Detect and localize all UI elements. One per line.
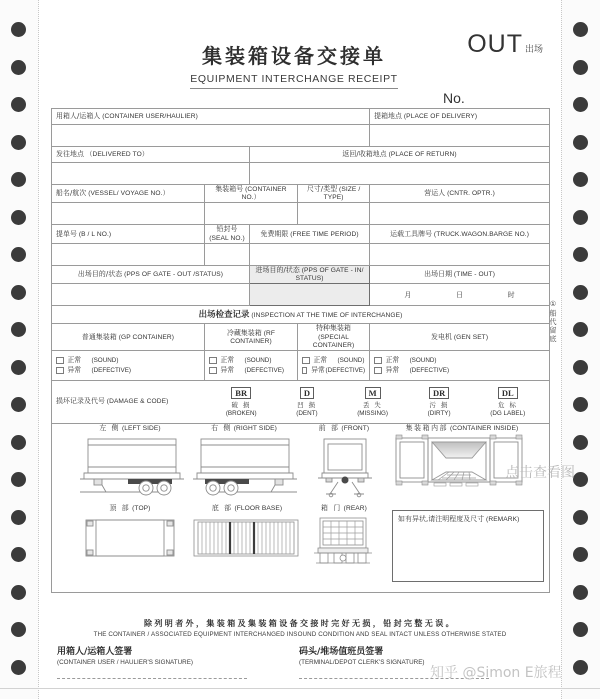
diagram-rear[interactable] xyxy=(312,514,374,572)
special-defective-cn: 异常 xyxy=(311,366,325,375)
time-out-hour: 时 xyxy=(507,290,515,299)
vessel-voyage-en: (VESSEL/ VOYAGE NO.） xyxy=(88,190,170,198)
feed-hole xyxy=(573,360,588,375)
damage-code-dr-box: DR xyxy=(429,387,449,399)
special-sound-en: (SOUND) xyxy=(337,356,365,364)
diagram-caption-container-inside xyxy=(392,424,532,433)
diagram-front[interactable] xyxy=(314,436,376,498)
place-of-delivery-en: (PLACE OF DELIVERY) xyxy=(403,112,478,120)
feed-hole xyxy=(11,585,26,600)
feed-hole xyxy=(573,510,588,525)
damage-code-m xyxy=(357,387,388,418)
container-user-en: (CONTAINER USER/HAULIER) xyxy=(102,112,198,120)
feed-hole xyxy=(11,172,26,187)
click-to-view-watermark[interactable]: 点击查看图 xyxy=(505,465,575,481)
category-gp-en: (GP CONTAINER) xyxy=(118,333,175,341)
cell-container-no-label xyxy=(205,185,298,203)
checkbox-icon-special-defective[interactable] xyxy=(302,367,307,375)
damage-code-d xyxy=(296,387,317,418)
feed-hole xyxy=(573,22,588,37)
diagram-caption-rear xyxy=(308,504,380,513)
damage-code-dl-cn: 危 标 xyxy=(498,400,518,409)
caption-right-side-cn: 右 侧 xyxy=(211,424,232,433)
cell-time-out-label xyxy=(370,265,550,283)
rf-defective-en: (DEFECTIVE) xyxy=(244,366,285,374)
feed-hole xyxy=(11,322,26,337)
receipt-number-label: No. xyxy=(443,90,465,106)
feed-hole xyxy=(11,60,26,75)
seal-no-cn: 铅封号 xyxy=(216,225,238,234)
feed-hole xyxy=(11,510,26,525)
damage-code-dr xyxy=(428,387,451,418)
feed-hole xyxy=(573,172,588,187)
caption-right-side-en: (RIGHT SIDE) xyxy=(233,425,277,433)
caption-front-cn: 前 部 xyxy=(318,424,340,433)
feed-hole xyxy=(11,622,26,637)
truck-no-en: (TRUCK.WAGON.BARGE NO.) xyxy=(433,230,530,238)
caption-left-side-en: (LEFT SIDE) xyxy=(121,425,161,433)
time-out-day: 日 xyxy=(456,290,464,299)
category-special-cn: 特种集装箱 xyxy=(316,324,352,333)
cell-size-type-label xyxy=(298,185,370,203)
cntr-optr-en: (CNTR. OPTR.) xyxy=(447,190,495,198)
cell-place-of-delivery-label xyxy=(370,109,550,125)
cell-truck-no-label xyxy=(370,225,550,243)
feed-hole xyxy=(573,60,588,75)
damage-code-dl xyxy=(490,387,525,418)
feed-hole xyxy=(573,660,588,675)
container-no-en: (CONTAINER NO.） xyxy=(241,186,287,202)
feed-hole xyxy=(11,22,26,37)
signature-haulier-line[interactable] xyxy=(57,678,247,679)
special-sound-cn: 正常 xyxy=(313,356,328,365)
gate-direction-en: OUT xyxy=(467,30,523,58)
input-place-of-return[interactable] xyxy=(250,163,550,185)
feed-hole xyxy=(573,622,588,637)
size-type-cn: 尺寸/类型 xyxy=(306,185,338,193)
cell-category-special-label xyxy=(298,324,370,351)
feed-hole xyxy=(11,210,26,225)
damage-code-br-box: BR xyxy=(231,387,251,399)
category-gp-cn: 普通集装箱 xyxy=(81,332,117,341)
damage-code-m-en: (MISSING) xyxy=(357,409,388,417)
input-container-no[interactable] xyxy=(205,203,298,225)
damage-code-br-en: (BROKEN) xyxy=(225,409,257,417)
feed-hole xyxy=(573,472,588,487)
form-sheet xyxy=(39,0,561,699)
input-time-out[interactable] xyxy=(370,284,550,306)
vessel-voyage-cn: 船名/航次 xyxy=(56,189,87,198)
diagram-caption-floor-base xyxy=(192,504,302,513)
genset-defective-en: (DEFECTIVE) xyxy=(409,366,450,374)
input-size-type[interactable] xyxy=(298,203,370,225)
caption-top-cn: 顶 部 xyxy=(109,504,131,513)
checkbox-row-rf-sound[interactable] xyxy=(209,356,293,364)
cell-vessel-voyage-label xyxy=(52,185,205,203)
size-type-en: (SIZE / TYPE) xyxy=(323,186,361,202)
feed-hole xyxy=(573,247,588,262)
signature-clerk-en: (TERMINAL/DEPOT CLERK'S SIGNATURE) xyxy=(299,659,425,666)
cell-gate-in-status-label xyxy=(250,265,370,283)
form-header xyxy=(39,18,561,108)
category-special-en: (SPECIAL CONTAINER) xyxy=(312,333,355,349)
feed-hole xyxy=(11,660,26,675)
caption-rear-en: (REAR) xyxy=(343,505,367,513)
checkbox-icon-genset-defective[interactable] xyxy=(374,367,382,375)
checkbox-row-gp-sound[interactable] xyxy=(56,356,200,364)
input-vessel-voyage[interactable] xyxy=(52,203,205,225)
special-defective-en: (DEFECTIVE) xyxy=(325,366,366,374)
feed-hole xyxy=(11,547,26,562)
diagram-caption-front xyxy=(308,424,380,433)
damage-code-legend xyxy=(52,381,550,424)
delivered-to-en: （DELIVERED TO） xyxy=(85,150,149,158)
diagram-right-side[interactable] xyxy=(189,436,301,498)
caption-front-en: (FRONT) xyxy=(341,425,370,433)
gate-in-status-en: (PPS OF GATE - IN/ STATUS) xyxy=(295,266,364,283)
damage-code-dl-en: (DG LABEL) xyxy=(490,409,526,417)
checkbox-icon-rf-defective[interactable] xyxy=(209,367,217,375)
feed-hole xyxy=(11,360,26,375)
checkbox-icon-gp-sound[interactable] xyxy=(56,357,64,365)
gp-defective-en: (DEFECTIVE) xyxy=(91,366,132,374)
place-of-delivery-cn: 提箱地点 xyxy=(374,111,403,120)
container-inspection-diagrams[interactable] xyxy=(52,424,550,593)
inspection-title-cn: 出场检查记录 xyxy=(198,309,250,320)
damage-code-dl-box: DL xyxy=(498,387,518,399)
damage-code-m-box: M xyxy=(365,387,381,399)
signature-clerk-cn: 码头/堆场值班员签署 xyxy=(299,647,384,657)
gate-direction-badge xyxy=(467,32,543,57)
caption-rear-cn: 箱 门 xyxy=(321,504,342,513)
form-grid xyxy=(51,108,550,593)
category-genset-en: (GEN SET) xyxy=(453,333,489,341)
time-out-en: (TIME - OUT) xyxy=(453,271,496,279)
caption-floor-en: (FLOOR BASE) xyxy=(234,505,283,513)
damage-code-d-box: D xyxy=(300,387,314,399)
place-of-return-en: (PLACE OF RETURN) xyxy=(388,150,457,158)
title-cn: 集装箱设备交接单 xyxy=(202,44,386,68)
input-seal-no[interactable] xyxy=(205,243,250,265)
checkgroup-gen-set[interactable] xyxy=(370,351,550,381)
signature-haulier-cn: 用箱人/运箱人签署 xyxy=(57,647,133,657)
cell-delivered-to-label xyxy=(52,147,250,163)
input-place-of-delivery[interactable] xyxy=(370,125,550,147)
checkbox-row-genset-sound[interactable] xyxy=(374,356,545,364)
inspection-section-title xyxy=(52,306,550,324)
bl-no-cn: 提单号 xyxy=(56,229,77,238)
seal-no-en: (SEAL NO.) xyxy=(209,234,245,242)
checkbox-icon-genset-sound[interactable] xyxy=(374,357,382,365)
damage-code-d-en: (DENT) xyxy=(296,409,318,417)
genset-defective-cn: 异常 xyxy=(385,366,400,375)
damage-code-br xyxy=(226,387,257,418)
caption-top-en: (TOP) xyxy=(132,505,151,513)
feed-hole xyxy=(11,135,26,150)
title-en: EQUIPMENT INTERCHANGE RECEIPT xyxy=(190,73,397,89)
feed-hole xyxy=(573,285,588,300)
checkbox-icon-special-sound[interactable] xyxy=(302,357,310,365)
page-title xyxy=(179,40,409,89)
remark-box[interactable] xyxy=(392,510,544,582)
damage-code-br-cn: 破 损 xyxy=(231,400,251,409)
gp-sound-en: (SOUND) xyxy=(91,356,119,364)
caption-inside-cn: 集装箱内部 xyxy=(405,424,449,433)
input-gate-in-status[interactable] xyxy=(250,284,370,306)
damage-code-d-cn: 凹 损 xyxy=(297,400,317,409)
copy-designation-note: ①船代留底 xyxy=(549,300,557,344)
feed-hole xyxy=(573,547,588,562)
feed-hole xyxy=(11,397,26,412)
checkbox-row-special-sound[interactable] xyxy=(302,356,365,364)
rf-sound-cn: 正常 xyxy=(220,356,235,365)
page-bottom-rule xyxy=(0,688,600,689)
cell-seal-no-label xyxy=(205,225,250,243)
free-time-en: (FREE TIME PERIOD) xyxy=(290,230,359,238)
diagram-left-side[interactable] xyxy=(76,436,188,498)
remark-label-cn: 如有异状,请注明程度及尺寸 xyxy=(398,515,485,524)
time-out-month: 月 xyxy=(404,290,412,299)
input-bl-no[interactable] xyxy=(52,243,205,265)
feed-hole xyxy=(573,97,588,112)
diagram-top[interactable] xyxy=(84,518,176,560)
cell-container-user-label xyxy=(52,109,370,125)
feed-hole xyxy=(11,97,26,112)
rf-defective-cn: 异常 xyxy=(220,366,235,375)
input-gate-out-status[interactable] xyxy=(52,284,250,306)
gate-out-status-en: (PPS OF GATE - OUT /STATUS) xyxy=(124,271,224,279)
cell-category-genset-label xyxy=(370,324,550,351)
cell-place-of-return-label xyxy=(250,147,550,163)
genset-sound-en: (SOUND) xyxy=(409,356,437,364)
category-rf-en: (RF CONTAINER) xyxy=(230,329,276,345)
category-genset-cn: 发电机 xyxy=(431,332,453,341)
damage-label-en: (DAMAGE & CODE) xyxy=(106,398,169,406)
damage-code-dr-en: (DIRTY) xyxy=(427,409,451,417)
statement-cn: 除列明者外，集装箱及集装箱设备交接时完好无损，铅封完整无误。 xyxy=(144,619,456,628)
checkbox-row-special-defective[interactable] xyxy=(302,366,365,374)
feed-hole xyxy=(573,397,588,412)
zhihu-watermark: 知乎 @Simon E旅程 xyxy=(430,665,562,681)
container-user-cn: 用箱人/运箱人 xyxy=(56,111,101,120)
feed-hole xyxy=(573,435,588,450)
checkbox-row-gp-defective[interactable] xyxy=(56,366,200,374)
cell-cntr-optr-label xyxy=(370,185,550,203)
damage-code-m-cn: 丢 失 xyxy=(362,400,383,409)
cell-category-gp-label xyxy=(52,324,205,351)
time-out-cn: 出场日期 xyxy=(424,270,453,279)
gp-defective-cn: 异常 xyxy=(67,366,82,375)
tractor-feed-right xyxy=(561,0,600,699)
category-rf-cn: 冷藏集装箱 xyxy=(226,328,262,337)
diagram-floor-base[interactable] xyxy=(192,518,300,560)
signature-haulier-en: (CONTAINER USER / HAULIER'S SIGNATURE) xyxy=(57,659,194,666)
container-no-cn: 集装箱号 xyxy=(215,185,244,193)
checkgroup-gp-container[interactable] xyxy=(52,351,205,381)
damage-label-cn: 损坏记录及代号 xyxy=(56,397,105,406)
feed-hole xyxy=(11,247,26,262)
bl-no-en: (B / L NO.) xyxy=(78,230,112,238)
input-container-user[interactable] xyxy=(52,125,370,147)
cell-free-time-label xyxy=(250,225,370,243)
place-of-return-cn: 返回/收箱地点 xyxy=(342,149,387,158)
inspection-title-en: (INSPECTION AT THE TIME OF INTERCHANGE) xyxy=(251,312,403,320)
caption-left-side-cn: 左 侧 xyxy=(99,424,121,433)
checkbox-icon-rf-sound[interactable] xyxy=(209,357,217,365)
gate-in-status-cn: 进场目的/状态 xyxy=(255,265,300,274)
input-free-time[interactable] xyxy=(250,243,370,265)
free-time-cn: 免费期限 xyxy=(260,229,289,238)
diagram-caption-top xyxy=(84,504,176,513)
cell-bl-no-label xyxy=(52,225,205,243)
gp-sound-cn: 正常 xyxy=(67,356,82,365)
diagram-caption-right-side xyxy=(194,424,294,433)
damage-label xyxy=(56,397,206,406)
feed-hole xyxy=(11,472,26,487)
truck-no-cn: 运载工具牌号 xyxy=(390,229,433,238)
feed-hole xyxy=(573,135,588,150)
checkbox-row-genset-defective[interactable] xyxy=(374,366,545,374)
cntr-optr-cn: 营运人 xyxy=(424,189,446,198)
delivered-to-cn: 发往地点 xyxy=(56,149,84,158)
checkbox-row-rf-defective[interactable] xyxy=(209,366,293,374)
tractor-feed-left xyxy=(0,0,39,699)
checkgroup-special-container[interactable] xyxy=(298,351,370,381)
statement-en: THE CONTAINER / ASSOCIATED EQUIPMENT INTERCHANGED INSOUND CONDITION AND SEAL INTACT UNLESS OTHERWISE STATED xyxy=(93,631,507,638)
diagram-caption-left-side xyxy=(82,424,178,433)
feed-hole xyxy=(573,210,588,225)
signature-block-haulier[interactable] xyxy=(57,644,287,679)
input-delivered-to[interactable] xyxy=(52,163,250,185)
gate-direction-cn: 出场 xyxy=(524,44,543,54)
checkgroup-rf-container[interactable] xyxy=(205,351,298,381)
caption-floor-cn: 底 部 xyxy=(211,504,233,513)
checkbox-icon-gp-defective[interactable] xyxy=(56,367,64,375)
input-truck-no[interactable] xyxy=(370,243,550,265)
input-cntr-optr[interactable] xyxy=(370,203,550,225)
feed-hole xyxy=(11,285,26,300)
cell-category-rf-label xyxy=(205,324,298,351)
caption-inside-en: (CONTAINER INSIDE) xyxy=(449,425,519,433)
rf-sound-en: (SOUND) xyxy=(244,356,272,364)
feed-hole xyxy=(573,585,588,600)
cell-gate-out-status-label xyxy=(52,265,250,283)
feed-hole xyxy=(573,322,588,337)
genset-sound-cn: 正常 xyxy=(385,356,400,365)
feed-hole xyxy=(11,435,26,450)
gate-out-status-cn: 出场目的/状态 xyxy=(77,270,123,279)
interchange-statement xyxy=(51,618,549,638)
remark-label-en: (REMARK) xyxy=(486,516,520,524)
damage-code-dr-cn: 污 损 xyxy=(429,400,449,409)
